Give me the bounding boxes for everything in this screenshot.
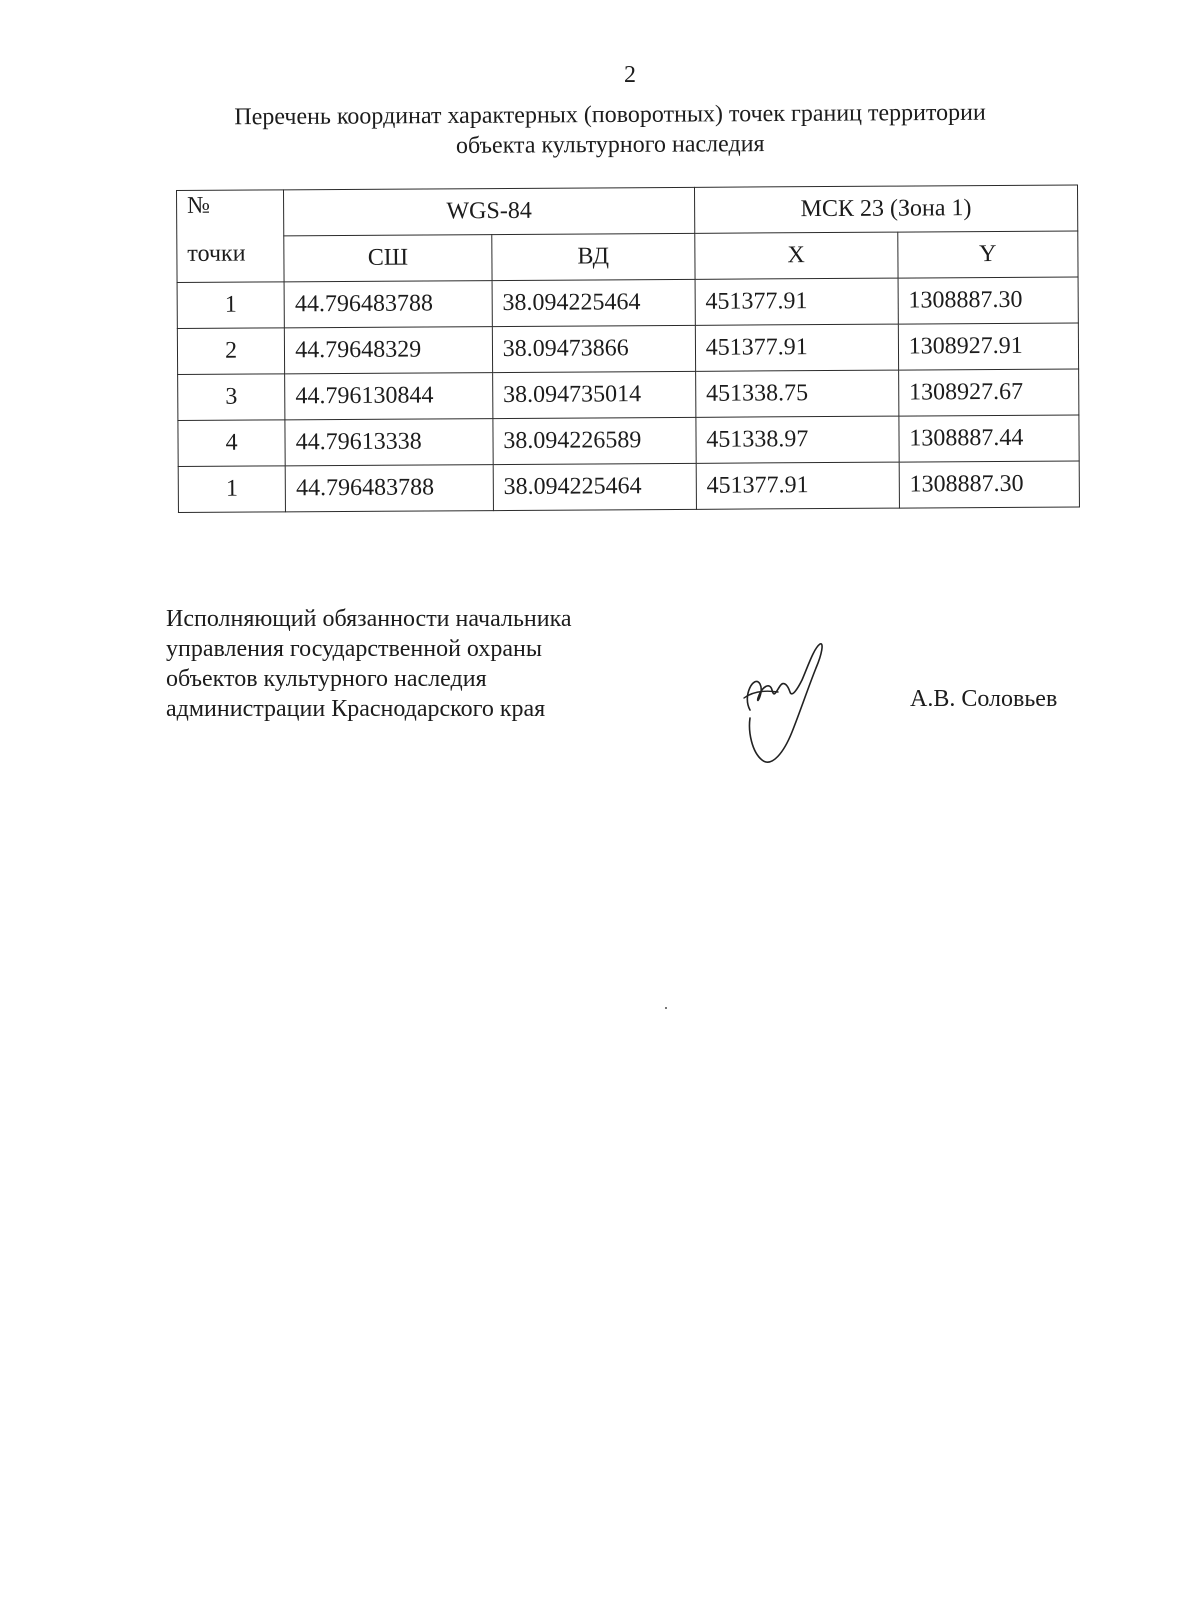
y-cell: 1308887.30 [899,461,1079,508]
y-cell: 1308887.44 [899,415,1079,462]
signatory-position-line: управления государственной охраны [166,636,542,662]
point-number-cell: 1 [177,282,284,329]
msk23-group-header: МСК 23 (Зона 1) [694,185,1077,233]
point-number-cell: 4 [178,420,285,467]
table-header-row-columns [177,231,1078,283]
signatory-name: А.В. Соловьев [910,686,1058,712]
point-number-header-label: точки [187,240,246,267]
point-number-cell: 2 [177,328,284,375]
signatory-position-line: объектов культурного наследия [166,666,487,692]
x-cell: 451377.91 [696,462,899,509]
point-number-header-symbol: № [187,192,211,219]
signatory-position-line: Исполняющий обязанности начальника [166,606,572,632]
handwritten-signature [728,640,838,770]
signatory-position-line: администрации Краснодарского края [166,696,546,722]
longitude-cell: 38.094226589 [493,417,696,464]
latitude-cell: 44.796483788 [284,281,492,328]
x-cell: 451377.91 [695,324,898,371]
page-number: 2 [624,62,636,88]
document-title [160,97,1060,162]
latitude-cell: 44.79648329 [285,327,493,374]
longitude-cell: 38.09473866 [492,325,695,372]
x-cell: 451338.75 [695,370,898,417]
document-title-line-2: объекта культурного наследия [455,131,765,159]
coordinates-table-container [176,184,1080,513]
latitude-cell: 44.796483788 [285,465,493,512]
scan-artifact [665,1007,667,1009]
table-row [177,323,1078,375]
x-cell: 451338.97 [696,416,899,463]
longitude-cell: 38.094225464 [493,463,696,510]
table-row [178,415,1079,467]
longitude-cell: 38.094225464 [492,279,695,326]
longitude-cell: 38.094735014 [492,371,695,418]
latitude-cell: 44.796130844 [285,373,493,420]
coordinates-table [176,184,1080,513]
point-number-cell: 1 [178,466,285,513]
table-row [177,277,1078,329]
signatory-position [166,604,572,724]
table-header-row-groups [177,185,1078,237]
y-cell: 1308927.91 [898,323,1078,370]
table-row [178,369,1079,421]
wgs84-group-header: WGS-84 [284,187,695,236]
latitude-header: СШ [284,235,492,282]
longitude-header: ВД [492,233,695,280]
point-number-header [177,190,285,283]
x-header: X [695,232,898,279]
x-cell: 451377.91 [695,278,898,325]
table-row [178,461,1079,513]
y-header: Y [898,231,1078,278]
point-number-cell: 3 [178,374,285,421]
document-title-line-1: Перечень координат характерных (поворотных) точек границ территории [234,99,986,131]
y-cell: 1308887.30 [898,277,1078,324]
y-cell: 1308927.67 [898,369,1078,416]
latitude-cell: 44.79613338 [285,419,493,466]
